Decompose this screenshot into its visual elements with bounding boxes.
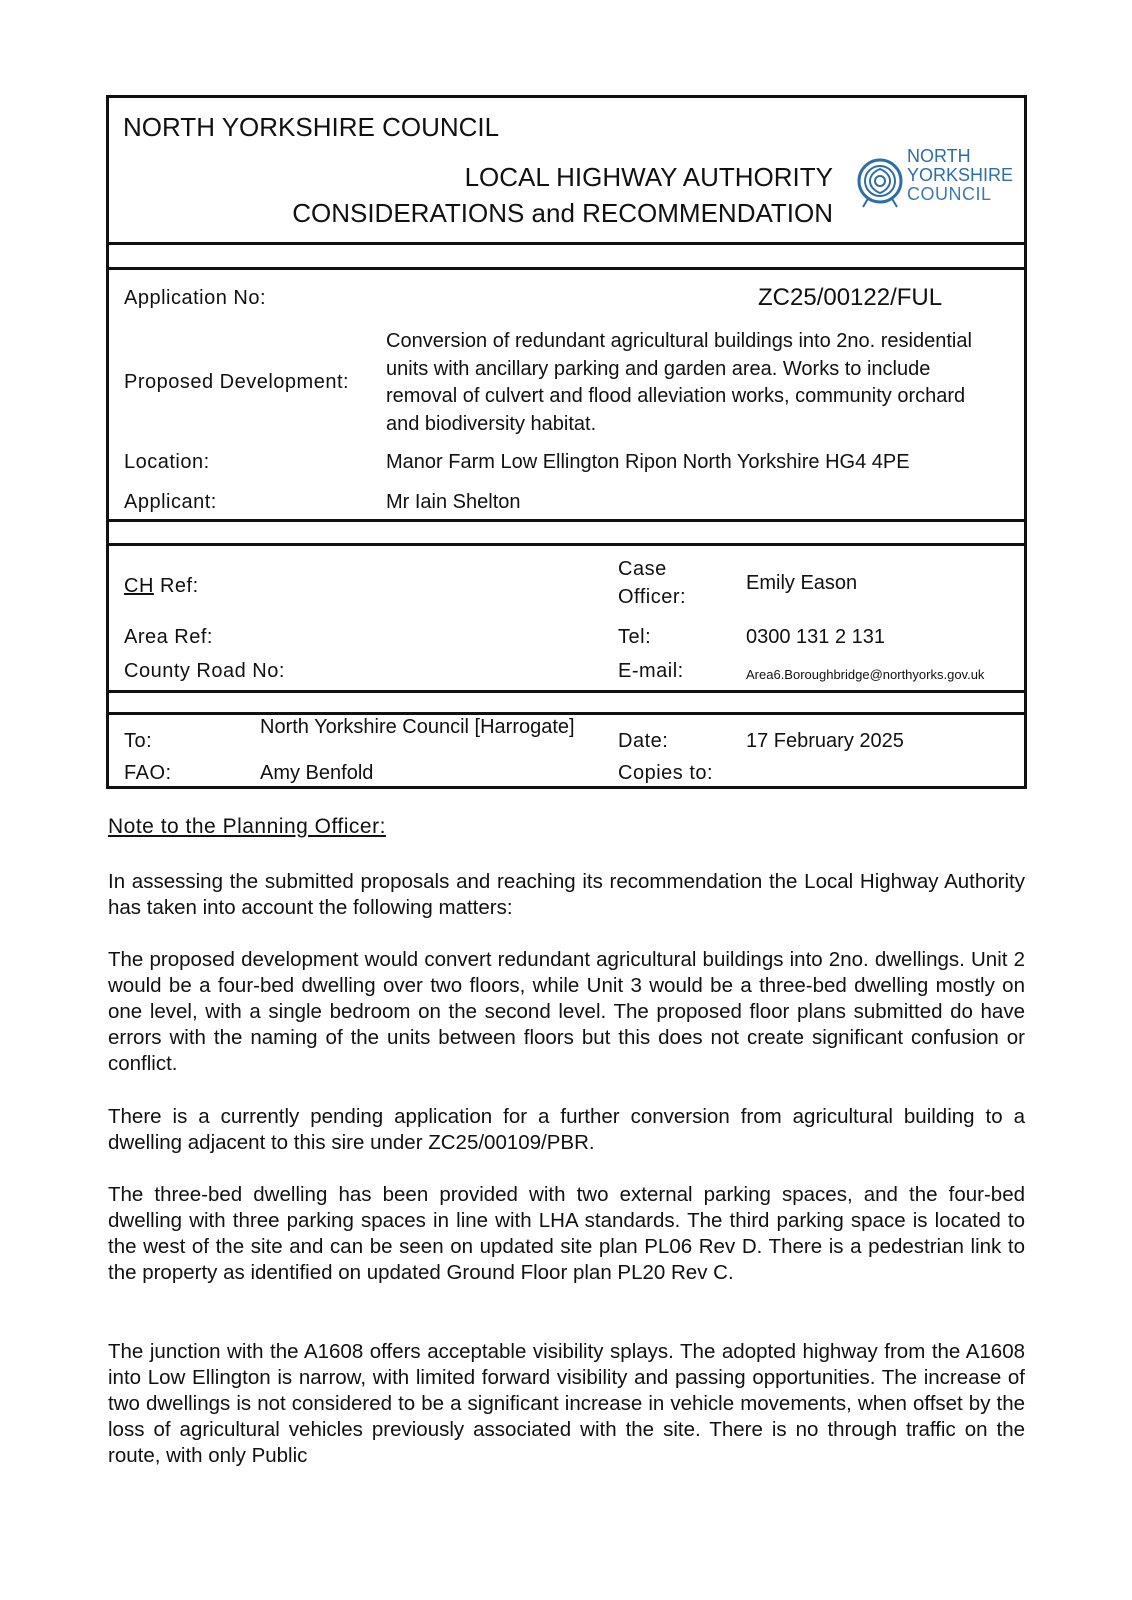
paragraph-development: The proposed development would convert redundant agricultural buildings into 2no. dwellings. Unit 2 would be a four-bed dwelling over two floors, while Unit 3 would be a three-bed dwelling mostly on one level, with a single bedroom on the second level. The proposed floor plans submitted do have errors with the naming of the units between floors but this does not create significant confusion or conflict. — [108, 948, 1025, 1075]
document-subtitle: CONSIDERATIONS and RECOMMENDATION — [292, 198, 833, 228]
logo-line-2: YORKSHIRE — [907, 165, 1014, 185]
council-name: NORTH YORKSHIRE COUNCIL — [123, 112, 500, 142]
proposed-development-label: Proposed Development: — [124, 371, 350, 393]
ch-ref-label-rest: Ref: — [153, 575, 199, 597]
email-label: E-mail: — [618, 660, 684, 682]
fao-label: FAO: — [124, 762, 172, 784]
paragraph-intro: In assessing the submitted proposals and reaching its recommendation the Local Highway Authority has taken into account the following matters: — [108, 870, 1025, 919]
application-number-label: Application No: — [124, 287, 267, 309]
tel-label: Tel: — [618, 626, 652, 648]
location-label: Location: — [124, 451, 210, 473]
logo-line-3: COUNCIL — [907, 184, 992, 204]
email-value[interactable]: Area6.Boroughbridge@northyorks.gov.uk — [746, 667, 985, 682]
spacer-box-1 — [106, 242, 1027, 270]
proposed-development-line-1: Conversion of redundant agricultural buildings into 2no. residential — [386, 330, 972, 352]
proposed-development-line-3: removal of culvert and flood alleviation works, community orchard — [386, 385, 966, 407]
authority-title: LOCAL HIGHWAY AUTHORITY — [464, 162, 833, 192]
logo-line-1: NORTH — [907, 146, 971, 166]
applicant-label: Applicant: — [124, 491, 217, 513]
case-officer-value: Emily Eason — [746, 572, 858, 594]
council-logo — [857, 143, 1017, 223]
area-ref-label: Area Ref: — [124, 626, 213, 648]
case-officer-label-2: Officer: — [618, 586, 687, 608]
date-value: 17 February 2025 — [746, 730, 904, 752]
proposed-development-line-4: and biodiversity habitat. — [386, 413, 597, 435]
county-road-label: County Road No: — [124, 660, 285, 682]
spacer-box-2 — [106, 519, 1027, 546]
tel-value: 0300 131 2 131 — [746, 626, 886, 648]
to-value: North Yorkshire Council [Harrogate] — [260, 716, 575, 738]
paragraph-parking: The three-bed dwelling has been provided with two external parking spaces, and the four-bed dwelling with three parking spaces in line with LHA standards. The third parking space is located to the west of the site and can be seen on updated site plan PL06 Rev D. There is a pedestrian link to the property as identified on updated Ground Floor plan PL20 Rev C. — [108, 1183, 1025, 1284]
paragraph-pending-application: There is a currently pending application for a further conversion from agricultural building to a dwelling adjacent to this sire under ZC25/00109/PBR. — [108, 1105, 1025, 1154]
proposed-development-line-2: units with ancillary parking and garden area. Works to include — [386, 358, 931, 380]
application-number: ZC25/00122/FUL — [758, 284, 943, 311]
copies-to-label: Copies to: — [618, 762, 714, 784]
ch-ref-label-underlined: CH — [124, 575, 154, 597]
paragraph-junction: The junction with the A1608 offers acceptable visibility splays. The adopted highway from the A1608 into Low Ellington is narrow, with limited forward visibility and passing opportunities. The increase of two dwellings is not considered to be a significant increase in vehicle movements, when offset by the loss of agricultural vehicles previously associated with the site. There is no through traffic on the route, with only Public — [108, 1340, 1025, 1467]
note-heading: Note to the Planning Officer: — [108, 815, 386, 838]
logo-wordmark — [907, 147, 1013, 204]
case-officer-label-1: Case — [618, 558, 667, 580]
location-value: Manor Farm Low Ellington Ripon North Yorkshire HG4 4PE — [386, 451, 910, 473]
rose-emblem-icon — [857, 147, 903, 215]
date-label: Date: — [618, 730, 669, 752]
applicant-value: Mr Iain Shelton — [386, 491, 521, 513]
ch-ref-label — [124, 575, 199, 598]
fao-value: Amy Benfold — [260, 762, 374, 784]
to-label: To: — [124, 730, 153, 752]
